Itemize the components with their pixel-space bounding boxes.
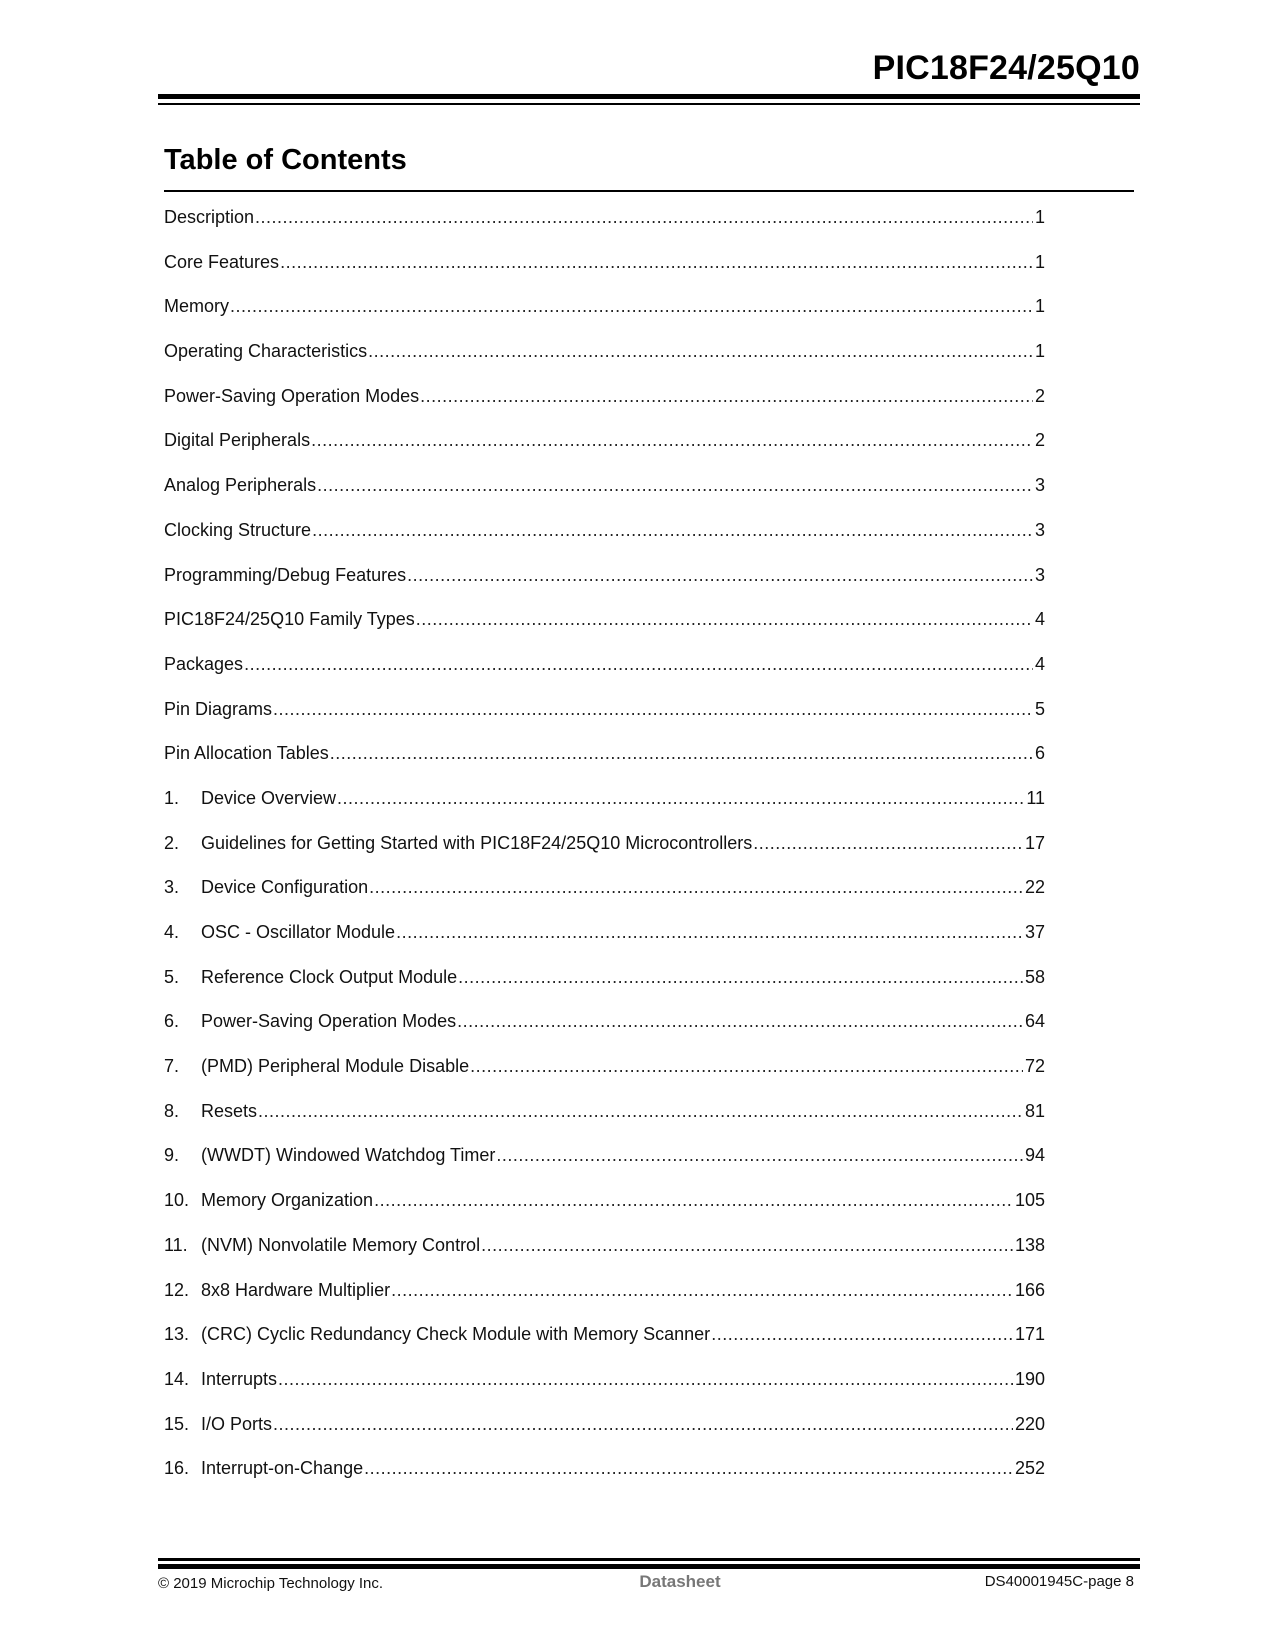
section-rule bbox=[164, 190, 1134, 192]
table-of-contents bbox=[164, 206, 1045, 1502]
toc-dot-leader bbox=[420, 385, 1033, 407]
toc-entry-title: Packages bbox=[164, 653, 244, 674]
toc-entry-page: 3 bbox=[1034, 519, 1045, 540]
toc-entry-title: Interrupt-on-Change bbox=[201, 1458, 364, 1479]
footer-rule-thin bbox=[158, 1564, 1140, 1569]
toc-entry-title: Device Configuration bbox=[201, 877, 369, 898]
toc-dot-leader bbox=[496, 1144, 1023, 1166]
footer-center-label: Datasheet bbox=[639, 1572, 721, 1591]
toc-entry-page: 190 bbox=[1014, 1368, 1045, 1389]
toc-entry[interactable] bbox=[164, 966, 1045, 1011]
toc-entry-title: Pin Diagrams bbox=[164, 698, 273, 719]
toc-entry[interactable] bbox=[164, 1055, 1045, 1100]
toc-dot-leader bbox=[407, 564, 1033, 586]
toc-dot-leader bbox=[312, 519, 1033, 541]
toc-entry-number: 9. bbox=[164, 1145, 180, 1166]
toc-dot-leader bbox=[273, 698, 1033, 720]
toc-entry-number: 8. bbox=[164, 1100, 180, 1121]
toc-entry-title: Power-Saving Operation Modes bbox=[201, 1011, 457, 1032]
footer-rule-thick bbox=[158, 1558, 1140, 1561]
toc-entry-page: 81 bbox=[1024, 1100, 1045, 1121]
toc-dot-leader bbox=[391, 1279, 1013, 1301]
toc-entry-title: (NVM) Nonvolatile Memory Control bbox=[201, 1234, 481, 1255]
toc-dot-leader bbox=[364, 1457, 1013, 1479]
toc-entry-page: 6 bbox=[1034, 743, 1045, 764]
toc-dot-leader bbox=[368, 340, 1033, 362]
toc-entry-page: 138 bbox=[1014, 1234, 1045, 1255]
toc-entry-page: 166 bbox=[1014, 1279, 1045, 1300]
toc-entry[interactable] bbox=[164, 1100, 1045, 1145]
toc-entry-page: 2 bbox=[1034, 430, 1045, 451]
toc-entry-page: 3 bbox=[1034, 475, 1045, 496]
toc-dot-leader bbox=[230, 295, 1033, 317]
footer-copyright: © 2019 Microchip Technology Inc. bbox=[158, 1575, 384, 1592]
toc-entry-title: PIC18F24/25Q10 Family Types bbox=[164, 609, 415, 630]
toc-entry-number: 4. bbox=[164, 922, 180, 942]
toc-entry[interactable] bbox=[164, 1144, 1045, 1189]
toc-entry-number: 12. bbox=[164, 1279, 190, 1300]
toc-dot-leader bbox=[280, 251, 1033, 273]
toc-entry-page: 3 bbox=[1034, 564, 1045, 585]
toc-entry-page: 1 bbox=[1034, 341, 1045, 362]
toc-entry-page: 1 bbox=[1034, 296, 1045, 317]
toc-entry-page: 17 bbox=[1024, 832, 1045, 853]
toc-dot-leader bbox=[481, 1234, 1013, 1256]
toc-entry[interactable] bbox=[164, 564, 1045, 609]
toc-dot-leader bbox=[337, 787, 1024, 809]
toc-dot-leader bbox=[374, 1189, 1013, 1211]
toc-entry-page: 220 bbox=[1014, 1413, 1045, 1434]
toc-entry-number: 6. bbox=[164, 1011, 180, 1032]
toc-dot-leader bbox=[416, 608, 1033, 630]
toc-entry-title: Resets bbox=[201, 1100, 258, 1121]
toc-entry-page: 37 bbox=[1024, 922, 1045, 942]
toc-entry-number: 13. bbox=[164, 1324, 190, 1345]
toc-entry[interactable] bbox=[164, 1457, 1045, 1502]
section-title: Table of Contents bbox=[164, 144, 407, 176]
header-rule-thin bbox=[158, 103, 1140, 105]
toc-dot-leader bbox=[330, 742, 1033, 764]
toc-entry[interactable] bbox=[164, 1323, 1045, 1368]
toc-entry-page: 171 bbox=[1014, 1324, 1045, 1345]
toc-entry-number: 10. bbox=[164, 1190, 190, 1211]
toc-dot-leader bbox=[711, 1323, 1013, 1345]
toc-entry-title: Clocking Structure bbox=[164, 519, 312, 540]
toc-entry[interactable] bbox=[164, 429, 1045, 474]
toc-entry-title: (WWDT) Windowed Watchdog Timer bbox=[201, 1145, 496, 1166]
toc-entry-title: Power-Saving Operation Modes bbox=[164, 385, 420, 406]
toc-dot-leader bbox=[244, 653, 1033, 675]
toc-entry-title: Device Overview bbox=[201, 787, 337, 808]
toc-entry-number: 15. bbox=[164, 1413, 190, 1434]
toc-entry[interactable] bbox=[164, 742, 1045, 787]
footer-doc-id: DS40001945C-page 8 bbox=[984, 1573, 1134, 1590]
toc-entry-number: 7. bbox=[164, 1056, 180, 1077]
toc-dot-leader bbox=[317, 474, 1033, 496]
toc-dot-leader bbox=[255, 206, 1033, 228]
toc-entry-title: Description bbox=[164, 207, 255, 227]
toc-dot-leader bbox=[470, 1055, 1023, 1077]
toc-entry[interactable] bbox=[164, 1368, 1045, 1413]
toc-entry[interactable] bbox=[164, 832, 1045, 877]
toc-entry[interactable] bbox=[164, 876, 1045, 921]
toc-entry-page: 94 bbox=[1024, 1145, 1045, 1166]
toc-entry-page: 1 bbox=[1034, 251, 1045, 272]
toc-entry[interactable] bbox=[164, 653, 1045, 698]
toc-dot-leader bbox=[396, 921, 1023, 943]
toc-entry-page: 4 bbox=[1034, 653, 1045, 674]
toc-entry-page: 11 bbox=[1026, 787, 1045, 808]
toc-entry-number: 5. bbox=[164, 966, 180, 987]
toc-entry-title: Memory Organization bbox=[201, 1190, 374, 1211]
toc-entry-page: 105 bbox=[1014, 1190, 1045, 1211]
toc-entry[interactable] bbox=[164, 608, 1045, 653]
toc-entry[interactable] bbox=[164, 385, 1045, 430]
document-title: PIC18F24/25Q10 bbox=[872, 49, 1140, 87]
toc-entry-number: 16. bbox=[164, 1458, 190, 1479]
toc-entry-title: Programming/Debug Features bbox=[164, 564, 407, 585]
toc-entry-title: I/O Ports bbox=[201, 1413, 273, 1434]
toc-entry-number: 1. bbox=[164, 787, 180, 808]
header-rule-thick bbox=[158, 94, 1140, 99]
toc-entry[interactable] bbox=[164, 787, 1045, 832]
toc-entry[interactable] bbox=[164, 921, 1045, 966]
toc-entry-title: Interrupts bbox=[201, 1368, 278, 1389]
toc-entry-page: 1 bbox=[1034, 207, 1045, 227]
toc-entry-title: 8x8 Hardware Multiplier bbox=[201, 1279, 391, 1300]
toc-entry[interactable] bbox=[164, 1413, 1045, 1458]
toc-entry-page: 5 bbox=[1034, 698, 1045, 719]
toc-entry-title: Digital Peripherals bbox=[164, 430, 311, 451]
toc-entry[interactable] bbox=[164, 340, 1045, 385]
toc-entry-number: 2. bbox=[164, 832, 180, 853]
toc-entry[interactable] bbox=[164, 1279, 1045, 1324]
toc-dot-leader bbox=[458, 966, 1023, 988]
toc-dot-leader bbox=[369, 876, 1023, 898]
toc-dot-leader bbox=[457, 1010, 1023, 1032]
toc-entry-title: Memory bbox=[164, 296, 230, 317]
toc-entry[interactable] bbox=[164, 1189, 1045, 1234]
toc-dot-leader bbox=[258, 1100, 1023, 1122]
toc-entry-title: Pin Allocation Tables bbox=[164, 743, 329, 764]
toc-entry-title: Guidelines for Getting Started with PIC18F24/25Q10 Microcontrollers bbox=[201, 832, 753, 853]
toc-entry[interactable] bbox=[164, 474, 1045, 519]
toc-entry-title: (PMD) Peripheral Module Disable bbox=[201, 1056, 470, 1077]
toc-entry-page: 2 bbox=[1034, 385, 1045, 406]
toc-entry-number: 3. bbox=[164, 877, 180, 898]
toc-entry-number: 11. bbox=[164, 1234, 188, 1255]
toc-entry-page: 64 bbox=[1024, 1011, 1045, 1032]
document-header bbox=[158, 50, 1140, 86]
toc-dot-leader bbox=[753, 832, 1023, 854]
toc-entry[interactable] bbox=[164, 698, 1045, 743]
toc-entry-title: Operating Characteristics bbox=[164, 341, 368, 362]
toc-entry-title: Analog Peripherals bbox=[164, 475, 317, 496]
toc-entry[interactable] bbox=[164, 206, 1045, 251]
toc-entry-page: 58 bbox=[1024, 966, 1045, 987]
toc-entry[interactable] bbox=[164, 251, 1045, 296]
toc-entry-title: Reference Clock Output Module bbox=[201, 966, 458, 987]
toc-entry-number: 14. bbox=[164, 1368, 190, 1389]
toc-entry-title: OSC - Oscillator Module bbox=[201, 922, 396, 942]
toc-entry[interactable] bbox=[164, 295, 1045, 340]
toc-dot-leader bbox=[278, 1368, 1013, 1390]
toc-entry-page: 4 bbox=[1034, 609, 1045, 630]
toc-dot-leader bbox=[311, 429, 1033, 451]
toc-entry[interactable] bbox=[164, 1234, 1045, 1279]
toc-entry-title: (CRC) Cyclic Redundancy Check Module with Memory Scanner bbox=[201, 1324, 711, 1345]
toc-dot-leader bbox=[273, 1413, 1013, 1435]
toc-entry[interactable] bbox=[164, 1010, 1045, 1055]
toc-entry-page: 22 bbox=[1024, 877, 1045, 898]
toc-entry-title: Core Features bbox=[164, 251, 280, 272]
toc-entry-page: 252 bbox=[1014, 1458, 1045, 1479]
toc-entry[interactable] bbox=[164, 519, 1045, 564]
toc-entry-page: 72 bbox=[1024, 1056, 1045, 1077]
